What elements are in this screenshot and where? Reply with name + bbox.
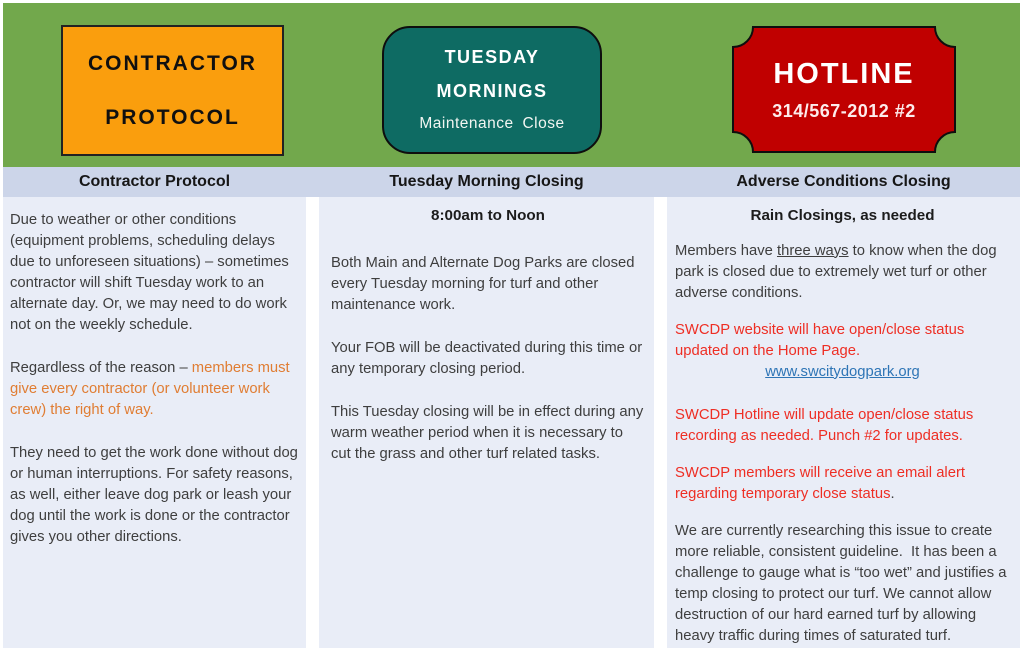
body-paragraph: Due to weather or other conditions (equipment problems, scheduling delays due to unforeseen situations) – sometimes contractor will shift Tuesday work to an alternate day. Or, we may need to do work not on the weekly schedule. xyxy=(10,212,289,333)
tuesday-box-line2: MORNINGS xyxy=(436,81,548,101)
hotline-box xyxy=(733,27,955,152)
tuesday-mornings-box xyxy=(382,26,602,154)
band-spacer xyxy=(654,167,667,197)
contractor-box-line1: CONTRACTOR xyxy=(88,51,257,75)
body-paragraph xyxy=(10,358,298,421)
body-paragraph xyxy=(675,241,1010,304)
column-gap xyxy=(306,197,319,648)
body-paragraph: We are currently researching this issue to create more reliable, consistent guideline. It has been a challenge to gauge what is “too wet” and justifies a temp closing to protect our turf. We cannot allow destruction of our hard earned turf by allowing heavy traffic during times of saturated turf. xyxy=(675,522,1007,644)
email-alert-notice xyxy=(675,463,1010,505)
tuesday-box-line1: TUESDAY xyxy=(444,47,540,67)
paragraph-text: SWCDP members will receive an email alert regarding temporary close status xyxy=(675,464,965,502)
adverse-conditions-closing-column xyxy=(667,197,1020,648)
hotline-title: HOTLINE xyxy=(773,57,915,90)
website-link-line xyxy=(675,362,1010,383)
column-header-tuesday-morning-closing: Tuesday Morning Closing xyxy=(389,173,584,190)
column-header-adverse-conditions-closing: Adverse Conditions Closing xyxy=(736,173,951,190)
paragraph-lead-text: Regardless of the reason – xyxy=(10,360,192,376)
three-ways-underline: three ways xyxy=(776,242,849,259)
body-paragraph: They need to get the work done without dog or human interruptions. For safety reasons, as well, either leave dog park or leash your dog until the work is done or the contractor gives you other directions. xyxy=(10,445,298,545)
rain-closings-subheading: Rain Closings, as needed xyxy=(750,207,935,224)
band-spacer xyxy=(306,167,319,197)
tuesday-morning-closing-column xyxy=(319,197,654,648)
hours-subheading: 8:00am to Noon xyxy=(431,207,545,224)
banner xyxy=(3,3,1020,167)
body-paragraph: Both Main and Alternate Dog Parks are closed every Tuesday morning for turf and other maintenance work. xyxy=(331,254,635,313)
contractor-protocol-column xyxy=(3,197,306,648)
paragraph-text: . xyxy=(890,485,895,502)
contractor-protocol-box xyxy=(61,25,284,156)
right-of-way-highlight: members must give every contractor (or volunteer work crew) the right of way. xyxy=(10,360,290,418)
slide xyxy=(3,3,1020,648)
website-link[interactable]: www.swcitydogpark.org xyxy=(765,363,920,380)
body-paragraph: Your FOB will be deactivated during this time or any temporary closing period. xyxy=(331,339,643,377)
tuesday-box-subtitle: Maintenance Close xyxy=(419,115,565,132)
column-header-contractor-protocol: Contractor Protocol xyxy=(78,173,231,190)
column-gap xyxy=(654,197,667,648)
contractor-box-line2: PROTOCOL xyxy=(105,105,240,129)
hotline-status-notice: SWCDP Hotline will update open/close status recording as needed. Punch #2 for updates. xyxy=(675,406,974,444)
body-columns xyxy=(3,197,1020,648)
paragraph-text: to know when the dog park is closed due to extremely wet turf or other adverse conditions. xyxy=(675,242,997,301)
website-status-notice: SWCDP website will have open/close status updated on the Home Page. xyxy=(675,321,965,359)
body-paragraph: This Tuesday closing will be in effect during any warm weather period when it is necessary to cut the grass and other turf related tasks. xyxy=(331,403,644,462)
hotline-phone-number: 314/567-2012 #2 xyxy=(772,100,916,121)
column-header-band xyxy=(3,167,1020,197)
paragraph-text: Members have xyxy=(675,242,777,259)
